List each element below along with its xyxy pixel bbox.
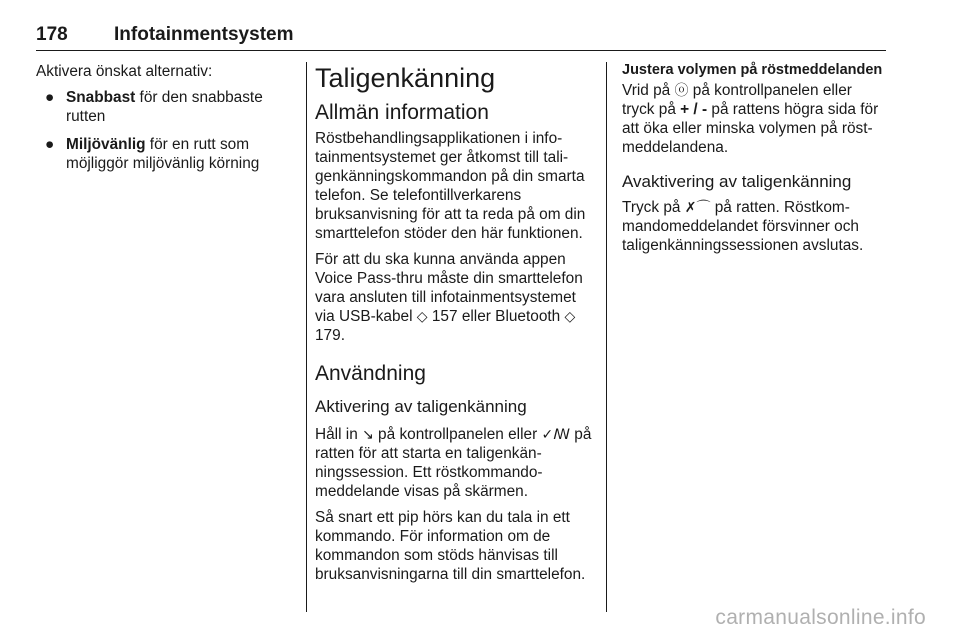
page-title: Infotainmentsystem (114, 24, 294, 45)
page-header (36, 22, 886, 51)
column-3 (622, 62, 888, 262)
column-divider-2 (606, 62, 607, 612)
page-number: 178 (36, 24, 68, 45)
column-1 (36, 62, 298, 182)
phone-icon: ↘ (362, 426, 374, 442)
section-title-general: Allmän information (315, 101, 489, 124)
paragraph: Vrid på ⓞ på kontrollpanelen eller tryck på + / - på rattens högra sida för att öka eller minska volymen på röstmeddelandena. (622, 82, 879, 156)
voice-control-icon: ✓ꟿ (541, 426, 571, 442)
paragraph: Så snart ett pip hörs kan du tala in ett kommando. För information om de kommandon som stöds hänvisas till bruksanvisningarna till din smarttelefon. (315, 509, 586, 583)
paragraph: Håll in ↘ på kontrollpanelen eller ✓ꟿ på ratten för att starta en taligenkänningssession. Ett röstkommandomeddelande visas på skärmen. (315, 426, 592, 500)
page-reference: 157 (431, 308, 458, 325)
option-list (36, 88, 298, 173)
subsection-title-activation: Aktivering av taligenkänning (315, 397, 527, 416)
subsection-title-volume: Justera volymen på röstmeddelanden (622, 62, 883, 78)
bullet-icon: ● (45, 89, 55, 106)
end-call-mute-icon: ✗⌒ (684, 199, 711, 215)
volume-buttons-label: + / - (680, 101, 708, 118)
paragraph: Röstbehandlingsapplikationen i infotainmentsystemet ger åtkomst till taligenkänningskommandon på din smarta telefon. Se telefontillverkarens bruksanvisning för att ta reda på om din smarttelefon stöder den här funktionen. (315, 130, 586, 242)
chapter-title: Taligenkänning (315, 63, 496, 93)
reference-icon: ◇ (564, 308, 576, 324)
list-item (36, 88, 298, 126)
column-divider-1 (306, 62, 307, 612)
paragraph: Tryck på ✗⌒ på ratten. Röstkommandomeddelandet försvinner och taligenkänningssessionen avslutas. (622, 199, 864, 254)
section-title-deactivation: Avaktivering av taligenkänning (622, 172, 852, 191)
option-text: för den snabbaste rutten (66, 89, 263, 125)
list-item (36, 135, 298, 173)
intro-text: Aktivera önskat alternativ: (36, 63, 213, 80)
power-knob-icon: ⓞ (674, 82, 689, 98)
reference-icon: ◇ (416, 308, 428, 324)
page-reference: 179 (315, 327, 341, 344)
watermark: carmanualsonline.info (715, 606, 926, 629)
option-name: Miljövänlig (66, 136, 146, 153)
option-text: för en rutt som möjliggör miljövänlig körning (66, 136, 260, 172)
bullet-icon: ● (45, 136, 55, 153)
section-title-usage: Användning (315, 362, 426, 385)
option-name: Snabbast (66, 89, 136, 106)
paragraph: För att du ska kunna använda appen Voice Pass-thru måste din smarttelefon vara ansluten till infotainmentsystemet via USB-kabel ◇ 157 eller Bluetooth ◇ 179. (315, 251, 583, 344)
column-2 (315, 62, 595, 591)
